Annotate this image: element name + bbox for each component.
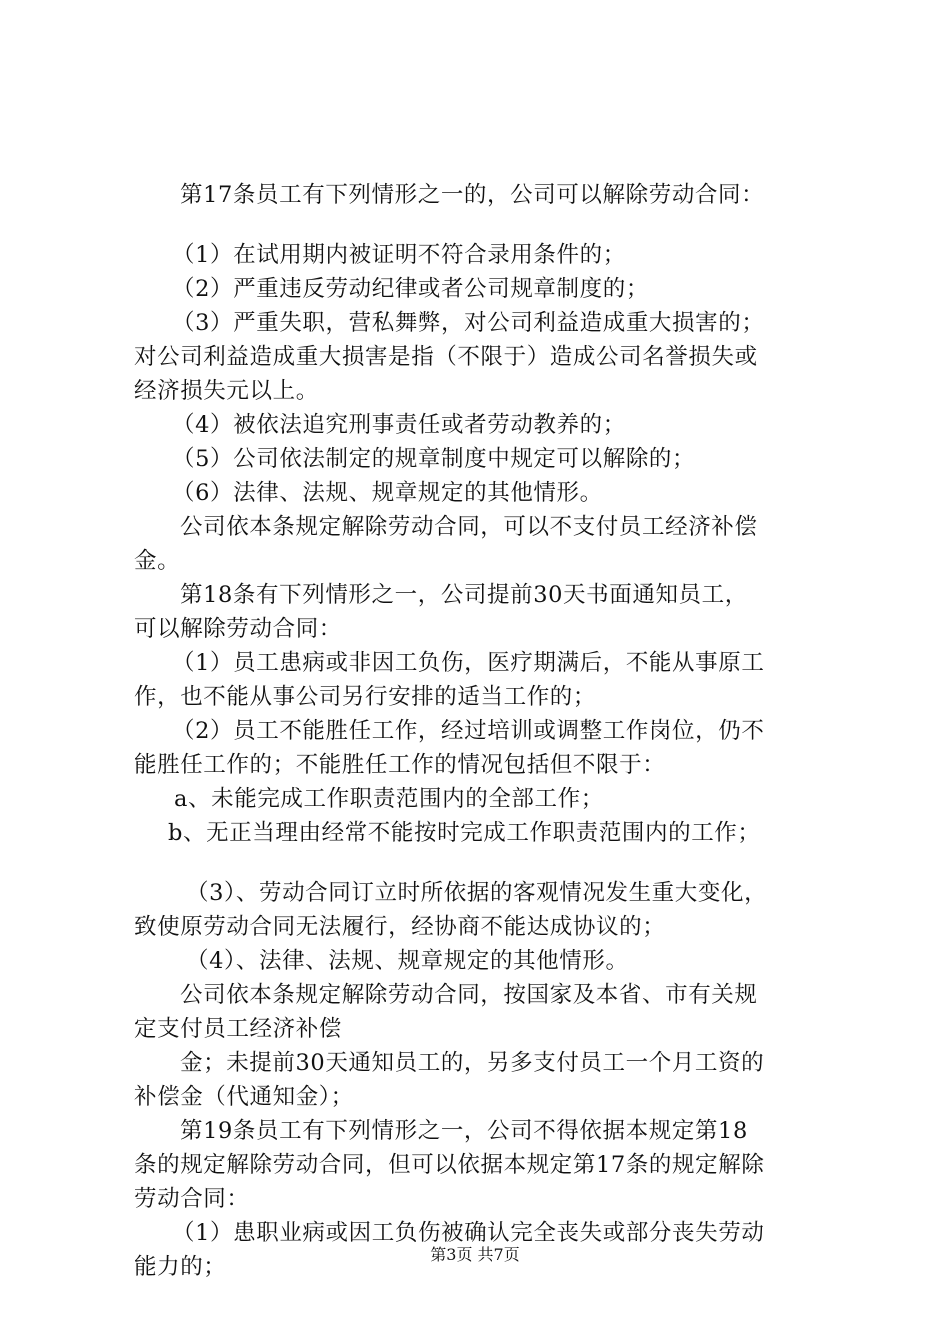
article-18-closing: 公司依本条规定解除劳动合同，按国家及本省、市有关规 [180,982,758,1008]
spacer [134,850,834,876]
article-18-item-1: （1）员工患病或非因工负伤，医疗期满后，不能从事原工 [172,650,765,676]
article-17-item-3-cont: 对公司利益造成重大损害是指（不限于）造成公司名誉损失或 [134,344,758,370]
article-19-item-1-cont: 能力的； [134,1254,227,1280]
article-19-heading-cont: 条的规定解除劳动合同，但可以依据本规定第17条的规定解除 [134,1152,765,1178]
article-17-closing: 公司依本条规定解除劳动合同，可以不支付员工经济补偿 [180,514,758,540]
article-19-heading-cont: 劳动合同： [134,1186,250,1212]
page-number-footer: 第3页 共7页 [430,1245,520,1264]
article-19-heading: 第19条员工有下列情形之一，公司不得依据本规定第18 [180,1118,748,1144]
article-18-heading: 第18条有下列情形之一，公司提前30天书面通知员工， [180,582,748,608]
article-18-closing-cont: 定支付员工经济补偿 [134,1016,342,1042]
article-18-closing-cont: 金；未提前30天通知员工的，另多支付员工一个月工资的 [180,1050,765,1076]
article-17-item-4: （4）被依法追究刑事责任或者劳动教养的； [172,412,626,438]
article-17-item-3: （3）严重失职，营私舞弊，对公司利益造成重大损害的； [172,310,765,336]
article-18-closing-cont: 补偿金（代通知金）； [134,1084,354,1110]
article-18-item-3-cont: 致使原劳动合同无法履行，经协商不能达成协议的； [134,914,666,940]
article-18-subitem-b: b、无正当理由经常不能按时完成工作职责范围内的工作； [168,820,761,846]
article-18-item-3: （3）、劳动合同订立时所依据的客观情况发生重大变化， [186,880,768,906]
article-18-heading-cont: 可以解除劳动合同： [134,616,342,642]
article-18-subitem-a: a、未能完成工作职责范围内的全部工作； [174,786,604,812]
article-18-item-1-cont: 作，也不能从事公司另行安排的适当工作的； [134,684,597,710]
article-17-item-3-cont: 经济损失元以上。 [134,378,319,404]
article-18-item-2-cont: 能胜任工作的；不能胜任工作的情况包括但不限于： [134,752,666,778]
article-17-item-5: （5）公司依法制定的规章制度中规定可以解除的； [172,446,696,472]
article-17-heading: 第17条员工有下列情形之一的，公司可以解除劳动合同： [180,182,765,208]
document-body [134,178,834,1284]
article-17-closing-cont: 金。 [134,548,181,574]
article-17-item-6: （6）法律、法规、规章规定的其他情形。 [172,480,603,506]
article-18-item-4: （4）、法律、法规、规章规定的其他情形。 [186,948,629,974]
article-17-item-1: （1）在试用期内被证明不符合录用条件的； [172,242,626,268]
spacer [134,212,834,238]
article-17-item-2: （2）严重违反劳动纪律或者公司规章制度的； [172,276,649,302]
article-19-item-1: （1）患职业病或因工负伤被确认完全丧失或部分丧失劳动 [172,1220,765,1246]
article-18-item-2: （2）员工不能胜任工作，经过培训或调整工作岗位，仍不 [172,718,765,744]
